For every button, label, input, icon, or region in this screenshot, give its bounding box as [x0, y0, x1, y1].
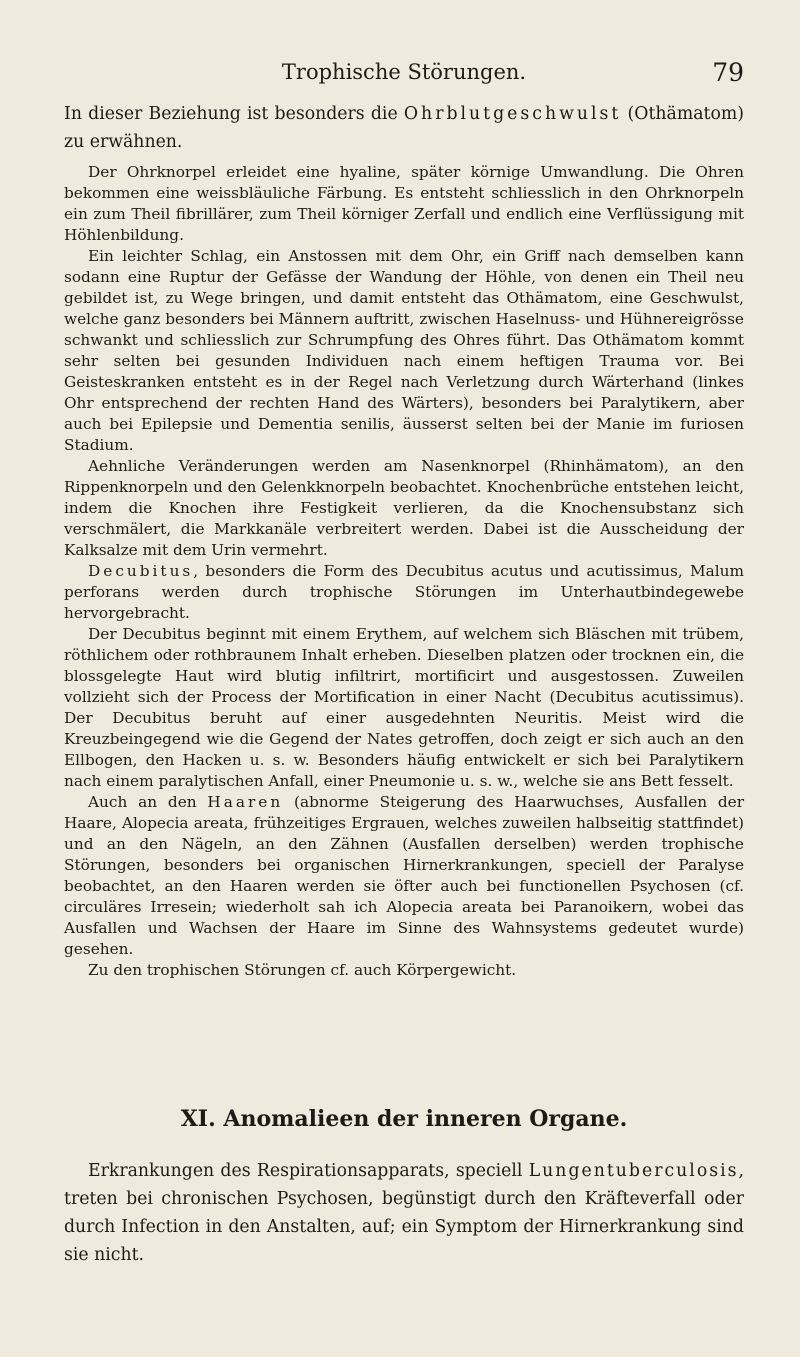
decubitus-rest: , besonders die Form des Decubitus acutus und acutissimus, Malum perforans werden durch trophische Störungen im Unterhautbindegewebe hervorgebracht. [64, 562, 744, 622]
paragraph-othaematom: Ein leichter Schlag, ein Anstossen mit dem Ohr, ein Griff nach demselben kann sodann eine Ruptur der Gefässe der Wandung der Höhle, von denen ein Theil neu gebildet ist, zu Wege bringen, und damit entsteht das Othämatom, eine Geschwulst, welche ganz besonders bei Männern auftritt, zwischen Haselnuss- und Hühnereigrösse schwankt und schliesslich zur Schrumpfung des Ohres führt. Das Othämatom kommt sehr selten bei gesunden Individuen nach einem heftigen Trauma vor. Bei Geisteskranken entsteht es in der Regel nach Verletzung durch Wärterhand (linkes Ohr entsprechend der rechten Hand des Wärters), besonders bei Paralytikern, aber auch bei Epilepsie und Dementia senilis, äusserst selten bei der Manie im furiosen Stadium. [64, 247, 744, 454]
final-post: , treten bei chronischen Psychosen, begünstigt durch den Kräfteverfall oder durch Infection in den Anstalten, auf; ein Symptom der Hirnerkrankung sind sie nicht. [64, 1161, 744, 1265]
paragraph-haare [64, 792, 744, 960]
paragraph-ohrknorpel: Der Ohrknorpel erleidet eine hyaline, später körnige Umwandlung. Die Ohren bekommen eine weissbläuliche Färbung. Es entsteht schliesslich in den Ohrknorpeln ein zum Theil fibrillärer, zum Theil körniger Zerfall und endlich eine Verflüssigung mit Höhlenbildung. [64, 163, 744, 244]
paragraph-decubitus [64, 561, 744, 624]
final-term: Lungentuberculosis [528, 1161, 739, 1181]
section-title: XI. Anomalieen der inneren Organe. [180, 1106, 628, 1132]
page-number: 79 [712, 58, 744, 87]
intro-term: Ohrblutgeschwulst [403, 104, 622, 124]
page-header [64, 58, 744, 94]
paragraph-decubitus-beginn: Der Decubitus beginnt mit einem Erythem, auf welchem sich Bläschen mit trübem, röthlichem oder rothbraunem Inhalt erheben. Dieselben platzen oder trocknen ein, die blossgelegte Haut wird blutig infiltrirt, mortificirt und ausgestossen. Zuweilen vollzieht sich der Process der Mortification in einer Nacht (Decubitus acutissimus). Der Decubitus beruht auf einer ausgedehnten Neuritis. Meist wird die Kreuzbeingegend wie die Gegend der Nates getroffen, doch zeigt er sich auch an den Ellbogen, den Hacken u. s. w. Besonders häufig entwickelt er sich bei Paralytikern nach einem paralytischen Anfall, einer Pneumonie u. s. w., welche sie ans Bett fesselt. [64, 625, 744, 790]
body-text [64, 162, 744, 981]
intro-post: (Othämatom) zu erwähnen. [64, 104, 745, 152]
haare-pre: Auch an den [88, 793, 208, 811]
final-paragraph [64, 1157, 744, 1269]
final-pre: Erkrankungen des Respirationsapparats, speciell [88, 1161, 529, 1181]
intro-paragraph [64, 100, 744, 156]
haare-term: Haaren [207, 793, 284, 811]
paragraph-koerpergewicht: Zu den trophischen Störungen cf. auch Körpergewicht. [88, 961, 517, 979]
running-head: Trophische Störungen. [281, 60, 527, 84]
paragraph-nasenknorpel: Aehnliche Veränderungen werden am Nasenknorpel (Rhinhämatom), an den Rippenknorpeln und den Gelenkknorpeln beobachtet. Knochenbrüche entstehen leicht, indem die Knochen ihre Festigkeit verlieren, da die Knochensubstanz sich verschmälert, die Markkanäle verbreitert werden. Dabei ist die Ausscheidung der Kalksalze mit dem Urin vermehrt. [64, 457, 744, 559]
decubitus-term: Decubitus [88, 562, 194, 580]
haare-rest: (abnorme Steigerung des Haarwuchses, Ausfallen der Haare, Alopecia areata, frühzeitiges Ergrauen, welches zuweilen halbseitig stattfindet) und an den Nägeln, an den Zähnen (Ausfallen derselben) werden trophische Störungen, besonders bei organischen Hirnerkrankungen, speciell der Paralyse beobachtet, an den Haaren werden sie öfter auch bei functionellen Psychosen (cf. circuläres Irresein; wiederholt sah ich Alopecia areata bei Paranoikern, wobei das Ausfallen und Wachsen der Haare im Sinne des Wahnsystems gedeutet wurde) gesehen. [64, 793, 745, 958]
intro-pre: In dieser Beziehung ist besonders die [64, 104, 404, 124]
